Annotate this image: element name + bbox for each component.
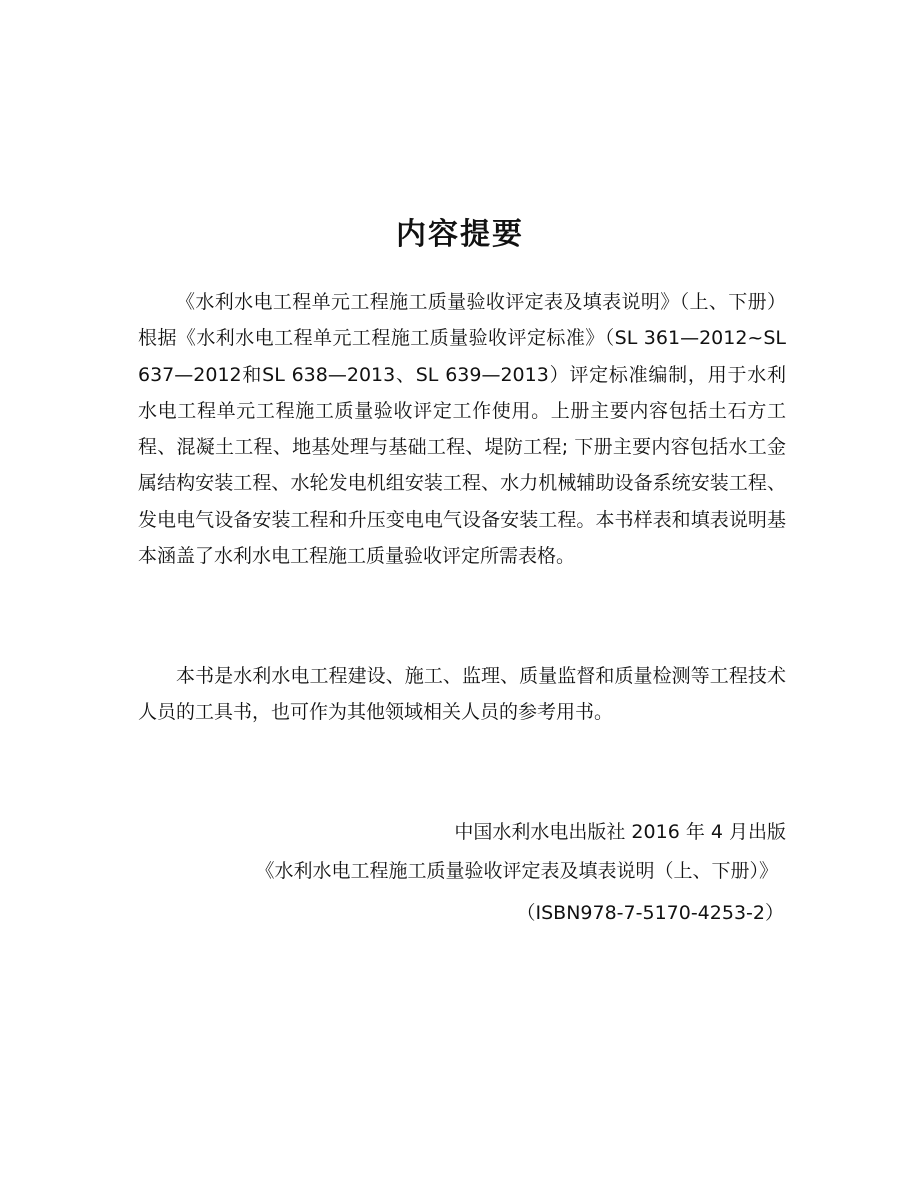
summary-paragraph: 《水利水电工程单元工程施工质量验收评定表及填表说明》（上、下册）根据《水利水电工程单元工程施工质量验收评定标准》（SL 361—2012~SL 637—2012和SL 638—2013、SL 639—2013）评定标准编制，用于水利水电工程单元工程施工质量验收评定工作使用。上册主要内容包括土石方工程、混凝土工程、地基处理与基础工程、堤防工程; 下册主要内容包括水工金属结构安装工程、水轮发电机组安装工程、水力机械辅助设备系统安装工程、发电电气设备安装工程和升压变电电气设备安装工程。本书样表和填表说明基本涵盖了水利水电工程施工质量验收评定所需表格。 (138, 291, 786, 568)
audience-paragraph: 本书是水利水电工程建设、施工、监理、质量监督和质量检测等工程技术人员的工具书，也可作为其他领域相关人员的参考用书。 (138, 665, 786, 724)
page-title: 内容提要 (396, 217, 524, 253)
publisher-line: 中国水利水电出版社 2016 年 4 月出版 (454, 821, 786, 843)
book-title-line: 《水利水电工程施工质量验收评定表及填表说明（上、下册）》 (255, 860, 778, 882)
isbn-line: （ISBN978-7-5170-4253-2） (516, 902, 784, 924)
